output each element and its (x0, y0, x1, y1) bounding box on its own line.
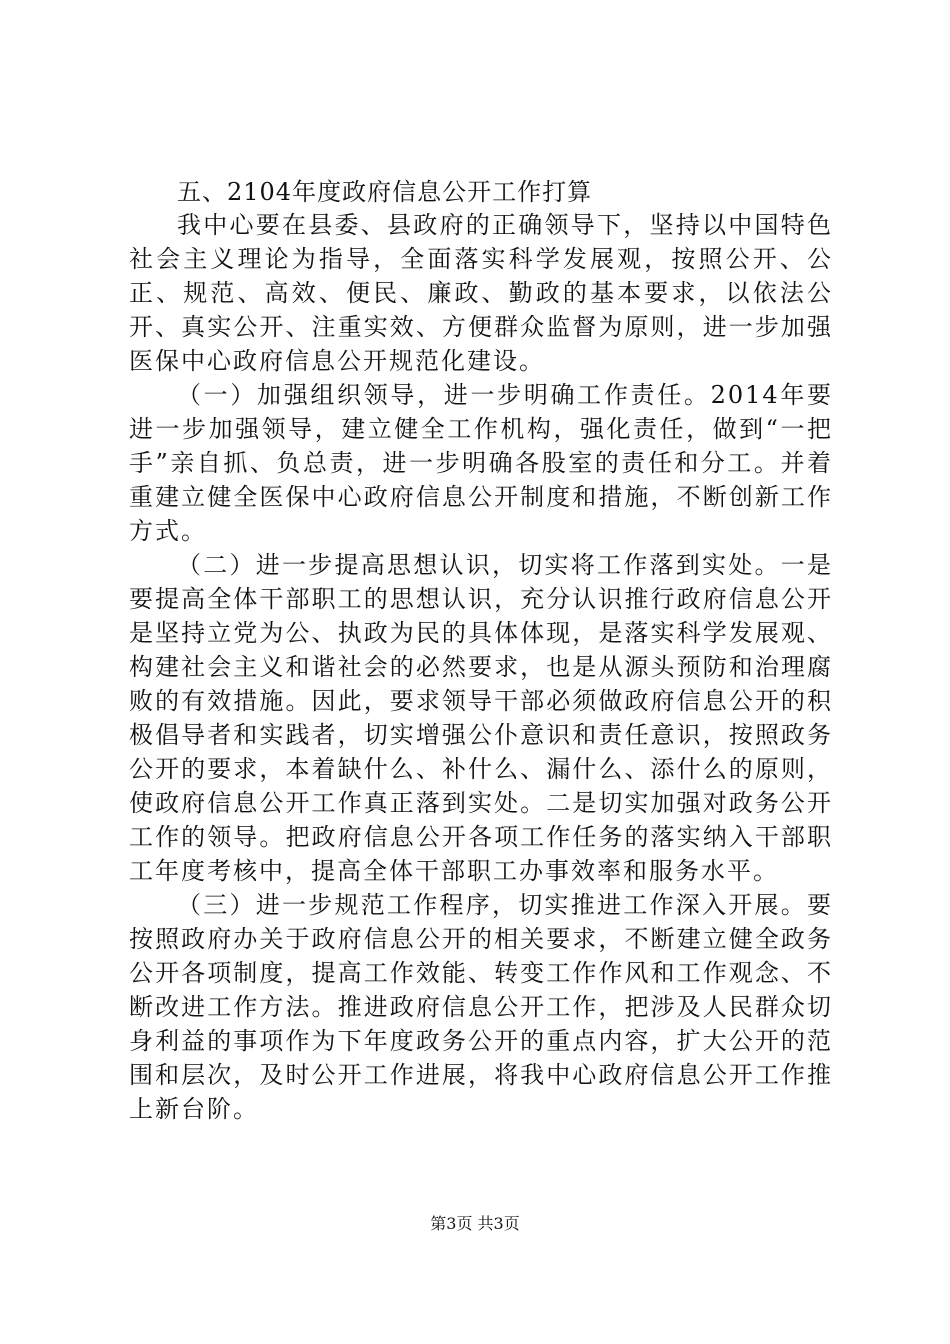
paragraph-intro: 我中心要在县委、县政府的正确领导下，坚持以中国特色社会主义理论为指导，全面落实科学发展观，按照公开、公正、规范、高效、便民、廉政、勤政的基本要求，以依法公开、真实公开、注重实效、方便群众监督为原则，进一步加强医保中心政府信息公开规范化建设。 (129, 211, 833, 375)
paragraph-item-3: （三）进一步规范工作程序，切实推进工作深入开展。要按照政府办关于政府信息公开的相关要求，不断建立健全政务公开各项制度，提高工作效能、转变工作作风和工作观念、不断改进工作方法。推进政府信息公开工作，把涉及人民群众切身利益的事项作为下年度政务公开的重点内容，扩大公开的范围和层次，及时公开工作进展，将我中心政府信息公开工作推上新台阶。 (129, 891, 833, 1123)
section-heading: 五、2104年度政府信息公开工作打算 (177, 178, 593, 206)
page-number-footer: 第3页 共3页 (430, 1214, 520, 1233)
document-body (129, 176, 833, 1126)
paragraph-item-2: （二）进一步提高思想认识，切实将工作落到实处。一是要提高全体干部职工的思想认识，充分认识推行政府信息公开是坚持立党为公、执政为民的具体体现，是落实科学发展观、构建社会主义和谐社会的必然要求，也是从源头预防和治理腐败的有效措施。因此，要求领导干部必须做政府信息公开的积极倡导者和实践者，切实增强公仆意识和责任意识，按照政务公开的要求，本着缺什么、补什么、漏什么、添什么的原则，使政府信息公开工作真正落到实处。二是切实加强对政务公开工作的领导。把政府信息公开各项工作任务的落实纳入干部职工年度考核中，提高全体干部职工办事效率和服务水平。 (129, 551, 833, 885)
paragraph-item-1: （一）加强组织领导，进一步明确工作责任。2014年要进一步加强领导，建立健全工作机构，强化责任，做到“一把手”亲自抓、负总责，进一步明确各股室的责任和分工。并着重建立健全医保中心政府信息公开制度和措施，不断创新工作方式。 (129, 381, 833, 545)
